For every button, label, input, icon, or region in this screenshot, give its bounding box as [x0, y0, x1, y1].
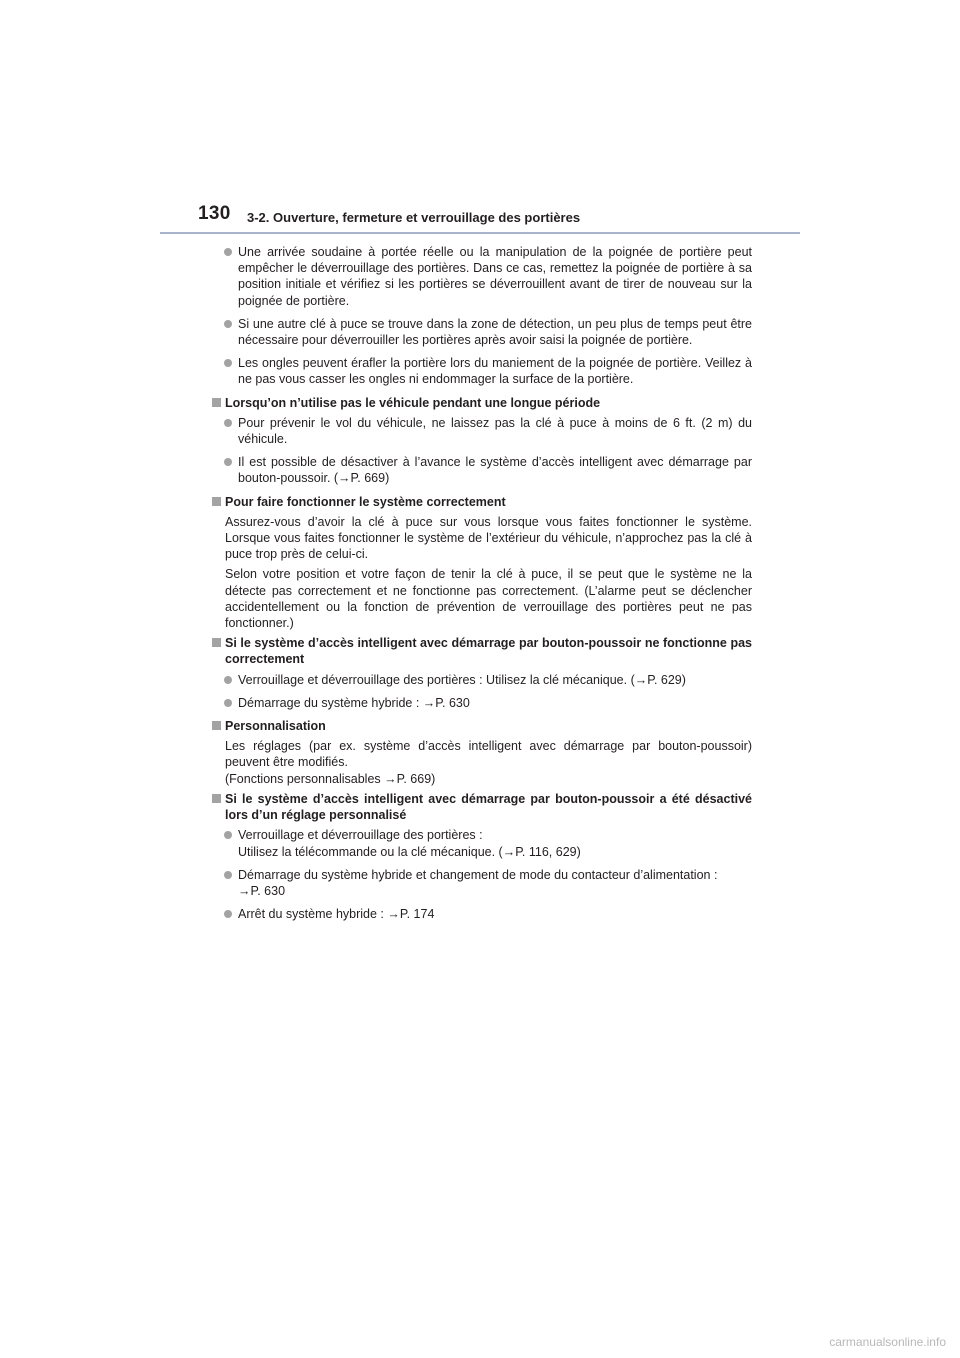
bullet-text: Utilisez la télécommande ou la clé mécanique. (→P. 116, 629) [238, 844, 581, 859]
paragraph: Assurez-vous d’avoir la clé à puce sur vous lorsque vous faites fonctionner le système. Lorsque vous faites fonctionner le système de l’extérieur du véhicule, n’approchez pas la clé à puce trop près de celui-ci. [225, 514, 752, 562]
heading-text: Pour faire fonctionner le système correctement [225, 494, 506, 509]
heading-text: Si le système d’accès intelligent avec démarrage par bouton-poussoir a été désactivé lors d’un réglage personnalisé [225, 791, 752, 823]
bullet-text: Il est possible de désactiver à l’avance le système d’accès intelligent avec démarrage par bouton-poussoir. (→P. 669) [238, 455, 752, 486]
bullet-dot-icon [224, 676, 232, 684]
bullet-dot-icon [224, 359, 232, 367]
bullet-item [212, 672, 752, 688]
bullet-item [212, 244, 752, 309]
site-watermark: carmanualsonline.info [829, 1335, 946, 1349]
square-bullet-icon [212, 398, 221, 407]
bullet-item [212, 906, 752, 922]
paragraph: Les réglages (par ex. système d’accès intelligent avec démarrage par bouton-poussoir) peuvent être modifiés. [225, 739, 752, 770]
heading-text: Si le système d’accès intelligent avec démarrage par bouton-poussoir ne fonctionne pas correctement [225, 636, 752, 667]
bullet-dot-icon [224, 910, 232, 918]
bullet-text: Si une autre clé à puce se trouve dans la zone de détection, un peu plus de temps peut être nécessaire pour déverrouiller les portières après avoir saisi la poignée de portière. [238, 316, 752, 348]
bullet-text: Démarrage du système hybride : →P. 630 [238, 695, 470, 710]
bullet-text: Une arrivée soudaine à portée réelle ou la manipulation de la poignée de portière peut empêcher le déverrouillage des portières. Dans ce cas, remettez la poignée de portière à sa position initiale et vérifiez si les portières se déverrouillent avant de tirer de nouveau sur la poignée de portière. [238, 245, 752, 308]
subsection-heading [212, 494, 752, 510]
bullet-text: Pour prévenir le vol du véhicule, ne laissez pas la clé à puce à moins de 6 ft. (2 m) du véhicule. [238, 415, 752, 447]
subsection-heading [212, 395, 752, 411]
heading-text: Personnalisation [225, 719, 326, 734]
page-body [212, 244, 752, 929]
bullet-text: Les ongles peuvent érafler la portière lors du maniement de la poignée de portière. Veillez à ne pas vous casser les ongles ni endommager la surface de la portière. [238, 356, 752, 387]
bullet-dot-icon [224, 871, 232, 879]
subsection-heading [212, 791, 752, 823]
bullet-dot-icon [224, 458, 232, 466]
page-number: 130 [198, 203, 231, 224]
square-bullet-icon [212, 721, 221, 730]
subsection-heading [212, 718, 752, 734]
heading-text: Lorsqu’on n’utilise pas le véhicule pendant une longue période [225, 395, 601, 410]
square-bullet-icon [212, 794, 221, 803]
bullet-item [212, 827, 752, 859]
bullet-text: Verrouillage et déverrouillage des portières : Utilisez la clé mécanique. (→P. 629) [238, 672, 686, 687]
bullet-item [212, 415, 752, 447]
bullet-item [212, 454, 752, 486]
bullet-dot-icon [224, 419, 232, 427]
header-divider [160, 232, 800, 234]
bullet-dot-icon [224, 831, 232, 839]
paragraph: (Fonctions personnalisables →P. 669) [225, 771, 436, 786]
bullet-dot-icon [224, 248, 232, 256]
paragraph: Selon votre position et votre façon de tenir la clé à puce, il se peut que le système ne la détecte pas correctement et ne fonctionne pas correctement. (L’alarme peut se déclencher accidentellement ou la fonction de prévention de verrouillage des portières peut ne pas fonctionner.) [225, 567, 752, 631]
section-title: 3-2. Ouverture, fermeture et verrouillage des portières [247, 210, 581, 225]
bullet-item [212, 316, 752, 348]
bullet-item [212, 695, 752, 711]
bullet-dot-icon [224, 320, 232, 328]
bullet-text: Verrouillage et déverrouillage des portières : [238, 828, 483, 843]
bullet-dot-icon [224, 699, 232, 707]
square-bullet-icon [212, 638, 221, 647]
square-bullet-icon [212, 497, 221, 506]
bullet-item [212, 355, 752, 387]
bullet-text: Démarrage du système hybride et changement de mode du contacteur d’alimentation : [238, 867, 718, 882]
bullet-item [212, 867, 752, 899]
subsection-heading [212, 635, 752, 667]
bullet-text: →P. 630 [238, 883, 286, 898]
bullet-text: Arrêt du système hybride : →P. 174 [238, 907, 435, 922]
page-header [0, 0, 960, 240]
